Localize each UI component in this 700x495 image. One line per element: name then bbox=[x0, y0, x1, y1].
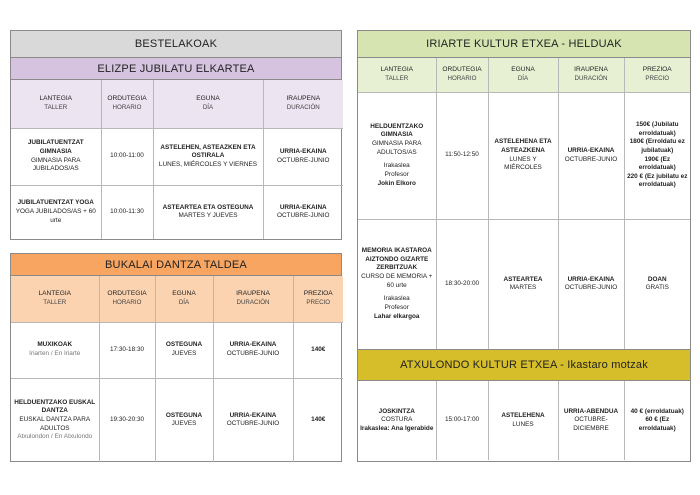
cell-text: Profesor bbox=[384, 170, 409, 178]
table-cell bbox=[101, 185, 153, 239]
cell-text: BUKALAI DANTZA TALDEA bbox=[105, 258, 247, 271]
cell-text: Jokin Elkoro bbox=[377, 179, 416, 187]
cell-text: ATXULONDO KULTUR ETXEA - Ikastaro motzak bbox=[400, 359, 648, 371]
cell-text: OCTUBRE-DICIEMBRE bbox=[573, 416, 609, 432]
table-cell bbox=[263, 128, 343, 185]
cell-text: JUBILATUENTZAT YOGA bbox=[17, 199, 94, 207]
cell-text: DURACIÓN bbox=[574, 75, 608, 83]
cell-text: DOAN bbox=[647, 275, 667, 283]
table-header-row bbox=[358, 58, 690, 92]
cell-text: OCTUBRE-JUNIO bbox=[564, 284, 618, 292]
table-row bbox=[11, 185, 343, 239]
cell-text: BESTELAKOAK bbox=[134, 38, 218, 50]
table-cell bbox=[293, 378, 343, 462]
table-row bbox=[11, 378, 343, 462]
column-header bbox=[436, 58, 488, 92]
table-cell bbox=[213, 378, 293, 462]
table-row bbox=[358, 92, 690, 219]
cell-text: IRIARTE KULTUR ETXEA - HELDUAK bbox=[426, 38, 622, 50]
cell-text: MUXIKOAK bbox=[37, 341, 73, 349]
table-cell bbox=[624, 219, 690, 349]
bukalai-title bbox=[11, 254, 341, 276]
column-header bbox=[99, 276, 155, 322]
table-row bbox=[358, 381, 690, 460]
cell-text: LUNES bbox=[512, 420, 534, 428]
col-eguna bbox=[153, 80, 263, 128]
bestelakoak-panel bbox=[10, 30, 342, 240]
cell-text: 15:00-17:00 bbox=[444, 416, 480, 424]
cell-text: 140€ bbox=[311, 415, 326, 423]
table-row bbox=[358, 219, 690, 349]
column-header bbox=[293, 276, 343, 322]
cell-text: Irakaslea bbox=[383, 162, 410, 170]
cell-text: HORARIO bbox=[112, 104, 142, 112]
table-cell bbox=[358, 92, 436, 219]
cell-text: EGUNA bbox=[172, 290, 196, 298]
table-cell bbox=[624, 381, 690, 460]
cell-text: 18:30-20:00 bbox=[444, 279, 480, 287]
table-cell bbox=[11, 322, 99, 378]
cell-text: ASTELEHENA ETA ASTEAZKENA bbox=[494, 138, 552, 154]
table-cell bbox=[153, 128, 263, 185]
table-cell bbox=[358, 381, 436, 460]
cell-text: LUNES, MIÉRCOLES Y VIERNES bbox=[158, 160, 258, 168]
cell-text: Iriarten / En Iriarte bbox=[29, 350, 81, 357]
cell-text: URRIA-EKAINA bbox=[567, 275, 615, 283]
cell-text: DURACIÓN bbox=[286, 104, 320, 112]
table-cell bbox=[11, 185, 101, 239]
cell-text: JUEVES bbox=[171, 420, 197, 428]
cell-text: DÍA bbox=[178, 299, 190, 307]
cell-text: COSTURA bbox=[381, 416, 413, 424]
cell-text: TALLER bbox=[43, 299, 67, 307]
column-header bbox=[488, 58, 558, 92]
cell-text: 17:30-18:30 bbox=[109, 345, 145, 353]
cell-text: IRAUPENA bbox=[236, 290, 270, 298]
cell-text: OCTUBRE-JUNIO bbox=[276, 156, 330, 164]
bestelakoak-title bbox=[11, 31, 341, 58]
cell-text: ORDUTEGIA bbox=[107, 290, 147, 298]
cell-text: 40 € (erroldatuak) bbox=[630, 407, 684, 415]
table-cell bbox=[436, 381, 488, 460]
cell-text: URRIA-EKAINA bbox=[279, 147, 327, 155]
bukalai-table bbox=[11, 276, 343, 462]
table-header-row bbox=[11, 276, 343, 322]
cell-text: OCTUBRE-JUNIO bbox=[276, 212, 330, 220]
table-cell bbox=[213, 322, 293, 378]
cell-text: DURACIÓN bbox=[236, 299, 270, 307]
cell-text: YOGA JUBILADOS/AS + 60 urte bbox=[15, 207, 96, 224]
cell-text: LANTEGIA bbox=[380, 66, 414, 74]
column-header bbox=[624, 58, 690, 92]
cell-text: ASTELEHEN, ASTEAZKEN ETA OSTIRALA bbox=[160, 143, 256, 160]
table-cell bbox=[293, 322, 343, 378]
table-cell bbox=[488, 219, 558, 349]
cell-text: 60 € (Ez erroldatuak) bbox=[638, 416, 676, 432]
cell-text: Atxulondon / En Atxulondo bbox=[17, 433, 93, 441]
cell-text: IRAUPENA bbox=[286, 95, 321, 103]
cell-text: LANTEGIA bbox=[38, 290, 72, 298]
table-cell bbox=[436, 92, 488, 219]
column-header bbox=[155, 276, 213, 322]
table-cell bbox=[155, 322, 213, 378]
cell-text: TALLER bbox=[44, 104, 68, 112]
iriarte-title bbox=[358, 31, 690, 58]
cell-text: URRIA-EKAINA bbox=[229, 341, 277, 349]
table-cell bbox=[263, 185, 343, 239]
cell-text: EGUNA bbox=[511, 66, 535, 74]
cell-text: JOSKINTZA bbox=[378, 407, 415, 415]
table-cell bbox=[153, 185, 263, 239]
table-cell bbox=[11, 128, 101, 185]
table-cell bbox=[358, 219, 436, 349]
column-header bbox=[11, 276, 99, 322]
cell-text: OSTEGUNA bbox=[165, 341, 203, 349]
cell-text: Profesor bbox=[384, 304, 409, 312]
column-header bbox=[358, 58, 436, 92]
table-row bbox=[11, 128, 343, 185]
cell-text: OSTEGUNA bbox=[165, 411, 203, 419]
cell-text: ORDUTEGIA bbox=[107, 95, 147, 103]
cell-text: URRIA-ABENDUA bbox=[563, 407, 619, 415]
cell-text: 180€ (Erroldatu ez jubilatuak) bbox=[629, 138, 685, 154]
cell-text: JUBILATUENTZAT GIMNASIA bbox=[27, 139, 84, 155]
column-header bbox=[558, 58, 624, 92]
cell-text: 220 € (Ez jubilatu ez erroldatuak) bbox=[627, 172, 688, 189]
table-header-row bbox=[11, 80, 343, 128]
table-cell bbox=[558, 381, 624, 460]
cell-text: URRIA-EKAINA bbox=[229, 411, 277, 419]
cell-text: OCTUBRE-JUNIO bbox=[226, 420, 280, 428]
cell-text: Irakaslea: Ana Igerabide bbox=[360, 424, 434, 432]
cell-text: GIMNASIA PARA ADULTOS/AS bbox=[371, 140, 422, 156]
cell-text: LUNES Y MIÉRCOLES bbox=[504, 155, 542, 172]
cell-text: PREZIOA bbox=[303, 290, 333, 298]
cell-text: HORARIO bbox=[112, 299, 142, 307]
cell-text: DÍA bbox=[202, 104, 214, 112]
cell-text: JUEVES bbox=[171, 350, 197, 357]
cell-text: ASTEARTEA ETA OSTEGUNA bbox=[162, 203, 254, 211]
cell-text: Irakaslea bbox=[383, 295, 410, 303]
cell-text: ELIZPE JUBILATU ELKARTEA bbox=[97, 62, 255, 75]
cell-text: URRIA-EKAINA bbox=[567, 146, 615, 154]
cell-text: 10:00-11:00 bbox=[110, 152, 144, 160]
cell-text: MEMORIA IKASTAROA AIZTONDO GIZARTE ZERBITZUAK bbox=[361, 247, 432, 272]
elizpe-table bbox=[11, 80, 343, 239]
table-cell bbox=[99, 322, 155, 378]
table-cell bbox=[101, 128, 153, 185]
cell-text: 19:30-20:30 bbox=[109, 415, 145, 423]
cell-text: HORARIO bbox=[447, 75, 477, 83]
table-cell bbox=[488, 381, 558, 460]
cell-text: ASTEARTEA bbox=[503, 275, 543, 283]
cell-text: DÍA bbox=[517, 75, 529, 83]
table-cell bbox=[558, 92, 624, 219]
cell-text: GRATIS bbox=[645, 284, 669, 292]
table-cell bbox=[155, 378, 213, 462]
cell-text: 10:00-11:30 bbox=[110, 207, 144, 215]
cell-text: 150€ (Jubilatu erroldatuak) bbox=[635, 120, 679, 137]
cell-text: PRECIO bbox=[645, 75, 670, 83]
cell-text: PRECIO bbox=[306, 299, 331, 307]
column-header bbox=[213, 276, 293, 322]
cell-text: IRAUPENA bbox=[574, 66, 608, 74]
cell-text: TALLER bbox=[385, 75, 409, 83]
cell-text: HELDUENTZAKO GIMNASIA bbox=[370, 122, 424, 139]
cell-text: Lahar elkargoa bbox=[374, 312, 420, 320]
table-cell bbox=[436, 219, 488, 349]
cell-text: OCTUBRE-JUNIO bbox=[564, 155, 618, 163]
col-iraupena bbox=[263, 80, 343, 128]
cell-text: 140€ bbox=[311, 345, 326, 353]
table-cell bbox=[624, 92, 690, 219]
iriarte-panel bbox=[357, 30, 691, 462]
col-ordutegia bbox=[101, 80, 153, 128]
cell-text: MARTES Y JUEVES bbox=[178, 212, 238, 220]
iriarte-table bbox=[358, 58, 690, 349]
cell-text: OCTUBRE-JUNIO bbox=[226, 350, 280, 357]
cell-text: CURSO DE MEMORIA + 60 urte bbox=[361, 273, 433, 289]
col-lantegia bbox=[11, 80, 101, 128]
cell-text: 11:50-12:50 bbox=[445, 151, 479, 159]
cell-text: HELDUENTZAKO EUSKAL DANTZA bbox=[14, 398, 96, 415]
table-cell bbox=[558, 219, 624, 349]
table-cell bbox=[99, 378, 155, 462]
elizpe-title bbox=[11, 58, 341, 80]
cell-text: 190€ (Ez erroldatuak) bbox=[638, 155, 676, 172]
table-row bbox=[11, 322, 343, 378]
cell-text: MARTES bbox=[509, 284, 537, 292]
cell-text: LANTEGIA bbox=[39, 95, 73, 103]
cell-text: EUSKAL DANTZA PARA ADULTOS bbox=[19, 415, 91, 432]
bukalai-panel bbox=[10, 253, 342, 462]
atxulondo-title bbox=[358, 349, 690, 381]
cell-text: GIMNASIA PARA JUBILADOS/AS bbox=[30, 156, 81, 173]
cell-text: URRIA-EKAINA bbox=[279, 203, 327, 211]
cell-text: EGUNA bbox=[196, 95, 220, 103]
atxulondo-table bbox=[358, 381, 690, 460]
cell-text: ASTELEHENA bbox=[501, 411, 545, 419]
cell-text: ORDUTEGIA bbox=[442, 66, 482, 74]
table-cell bbox=[488, 92, 558, 219]
cell-text: PREZIOA bbox=[642, 66, 672, 74]
table-cell bbox=[11, 378, 99, 462]
